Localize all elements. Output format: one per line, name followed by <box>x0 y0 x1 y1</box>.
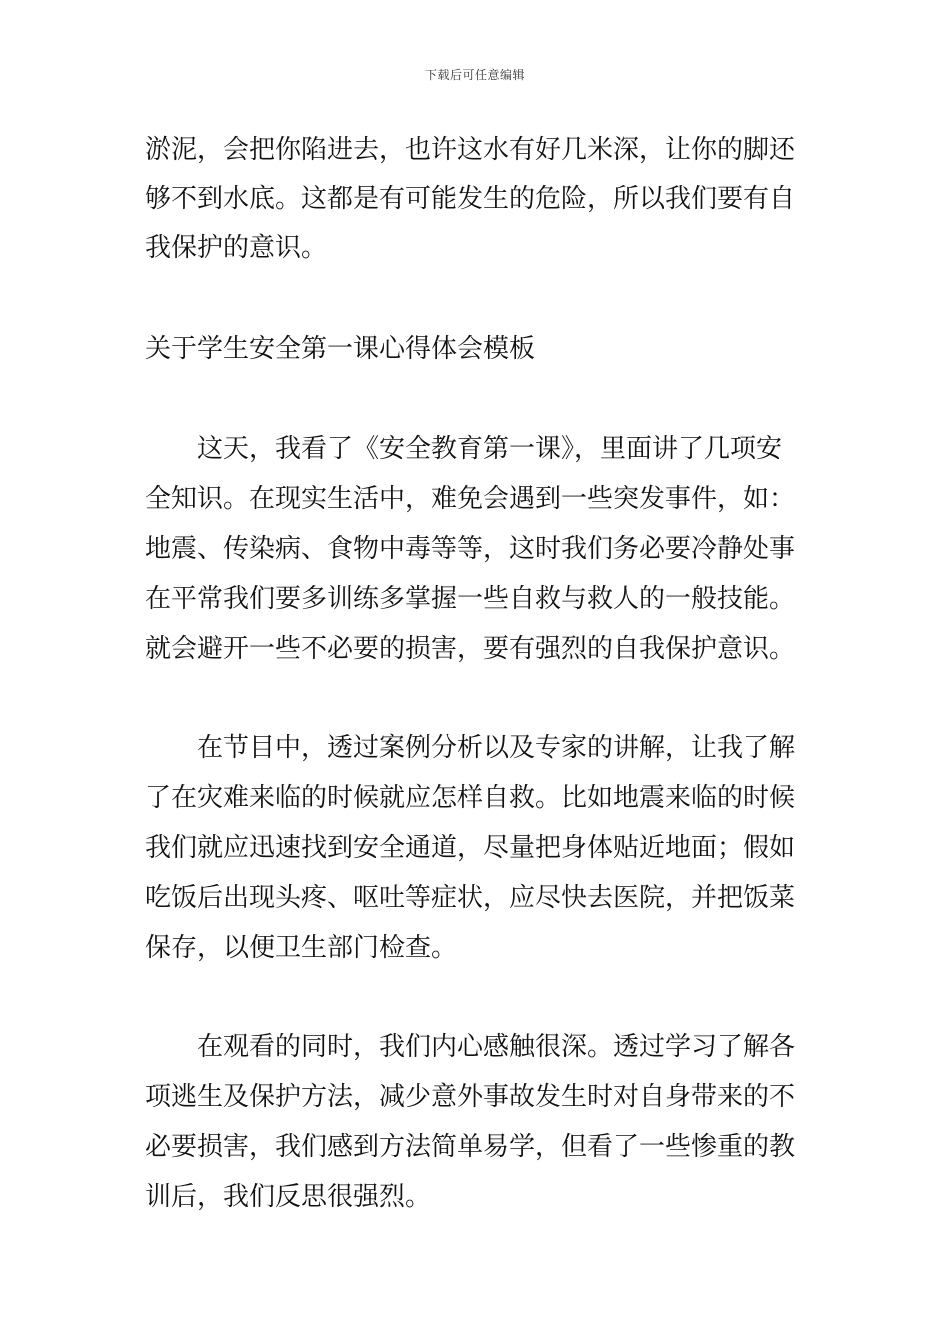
paragraph-2-line-4: 在平常我们要多训练多掌握一些自救与救人的一般技能。 <box>145 584 796 614</box>
paragraph-1-line-1: 淤泥，会把你陷进去，也许这水有好几米深，让你的脚还 <box>145 135 796 165</box>
section-title: 关于学生安全第一课心得体会模板 <box>145 334 536 364</box>
paragraph-4-line-2: 项逃生及保护方法，减少意外事故发生时对自身带来的不 <box>145 1082 796 1112</box>
paragraph-2-line-3: 地震、传染病、食物中毒等等，这时我们务必要冷静处事 <box>145 534 796 564</box>
paragraph-3-line-4: 吃饭后出现头疼、呕吐等症状，应尽快去医院，并把饭菜 <box>145 883 796 913</box>
paragraph-4-line-1: 在观看的同时，我们内心感触很深。透过学习了解各 <box>197 1032 796 1062</box>
paragraph-3-line-1: 在节目中，透过案例分析以及专家的讲解，让我了解 <box>197 733 796 763</box>
paragraph-4-line-4: 训后，我们反思很强烈。 <box>145 1182 432 1212</box>
paragraph-4-line-3: 必要损害，我们感到方法简单易学，但看了一些惨重的教 <box>145 1132 796 1162</box>
paragraph-2-line-2: 全知识。在现实生活中，难免会遇到一些突发事件，如： <box>145 484 796 514</box>
paragraph-1-line-2: 够不到水底。这都是有可能发生的危险，所以我们要有自 <box>145 184 796 214</box>
paragraph-2-line-1: 这天，我看了《安全教育第一课》，里面讲了几项安 <box>197 434 783 464</box>
paragraph-2-line-5: 就会避开一些不必要的损害，要有强烈的自我保护意识。 <box>145 634 796 664</box>
paragraph-1-line-3: 我保护的意识。 <box>145 233 328 263</box>
paragraph-3-line-3: 我们就应迅速找到安全通道，尽量把身体贴近地面；假如 <box>145 833 796 863</box>
paragraph-3-line-5: 保存，以便卫生部门检查。 <box>145 933 458 963</box>
page-header-note: 下载后可任意编辑 <box>424 68 525 82</box>
paragraph-3-line-2: 了在灾难来临的时候就应怎样自救。比如地震来临的时候 <box>145 783 796 813</box>
